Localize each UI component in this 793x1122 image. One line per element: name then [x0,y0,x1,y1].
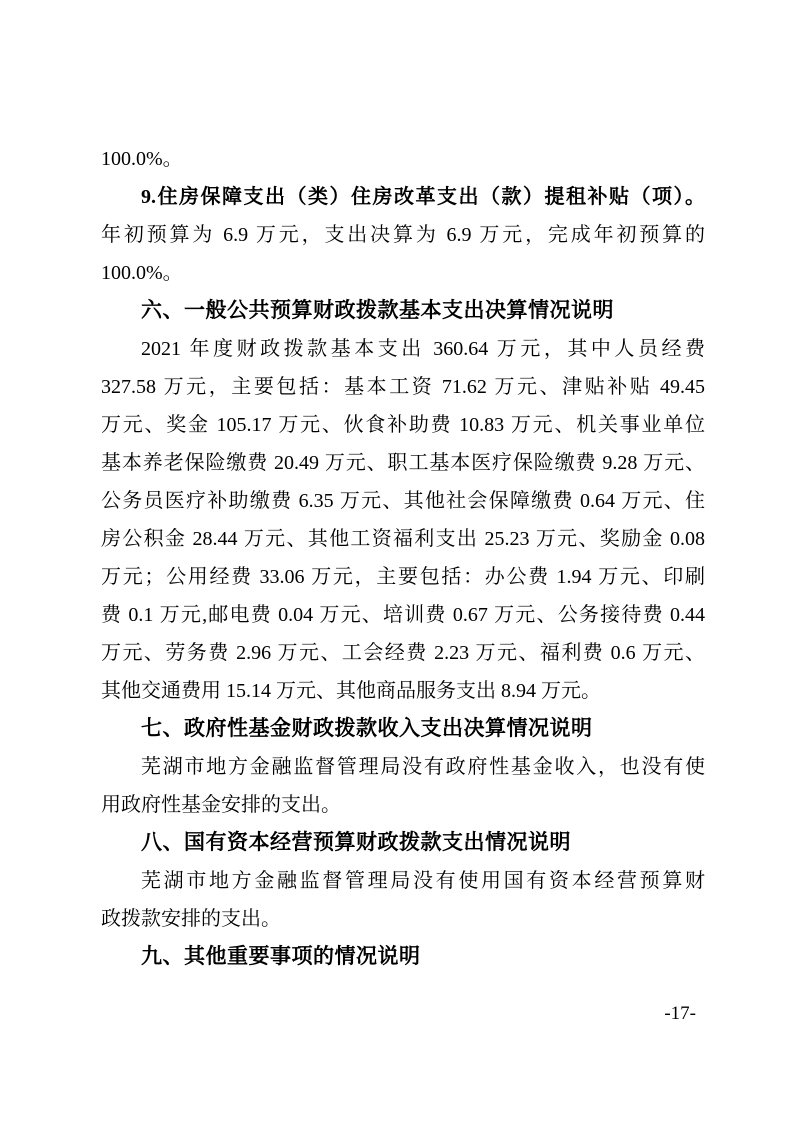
document-body [101,140,705,976]
body-line: 100.0%。 [101,148,183,170]
body-line: 基本养老保险缴费 20.49 万元、职工基本医疗保险缴费 9.28 万元、 [101,452,705,474]
body-line: 房公积金 28.44 万元、其他工资福利支出 25.23 万元、奖励金 0.08 [101,528,705,550]
body-line: 100.0%。 [101,262,183,284]
body-line: 万元、劳务费 2.96 万元、工会经费 2.23 万元、福利费 0.6 万元、 [101,642,705,664]
body-line: 芜湖市地方金融监督管理局没有政府性基金收入，也没有使 [141,756,705,778]
body-line: 327.58 万元，主要包括：基本工资 71.62 万元、津贴补贴 49.45 [101,376,705,398]
body-line: 公务员医疗补助缴费 6.35 万元、其他社会保障缴费 0.64 万元、住 [101,490,705,512]
page-number: -17- [664,1003,696,1024]
body-line: 2021 年度财政拨款基本支出 360.64 万元，其中人员经费 [141,338,705,360]
body-line: 万元、奖金 105.17 万元、伙食补助费 10.83 万元、机关事业单位 [101,414,705,436]
body-line: 芜湖市地方金融监督管理局没有使用国有资本经营预算财 [141,870,705,892]
section-6-heading: 六、一般公共预算财政拨款基本支出决算情况说明 [141,299,614,322]
body-line: 万元；公用经费 33.06 万元，主要包括：办公费 1.94 万元、印刷 [101,566,705,588]
body-line: 用政府性基金安排的支出。 [101,794,341,816]
body-line: 年初预算为 6.9 万元，支出决算为 6.9 万元，完成年初预算的 [101,224,705,246]
section-9-heading: 九、其他重要事项的情况说明 [141,945,421,968]
section-8-heading: 八、国有资本经营预算财政拨款支出情况说明 [141,831,571,854]
item-9-heading: 9.住房保障支出（类）住房改革支出（款）提租补贴（项）。 [141,186,705,208]
body-line: 其他交通费用 15.14 万元、其他商品服务支出 8.94 万元。 [101,680,601,702]
body-line: 政拨款安排的支出。 [101,908,281,930]
section-7-heading: 七、政府性基金财政拨款收入支出决算情况说明 [141,717,593,740]
body-line: 费 0.1 万元,邮电费 0.04 万元、培训费 0.67 万元、公务接待费 0.44 [101,604,705,626]
